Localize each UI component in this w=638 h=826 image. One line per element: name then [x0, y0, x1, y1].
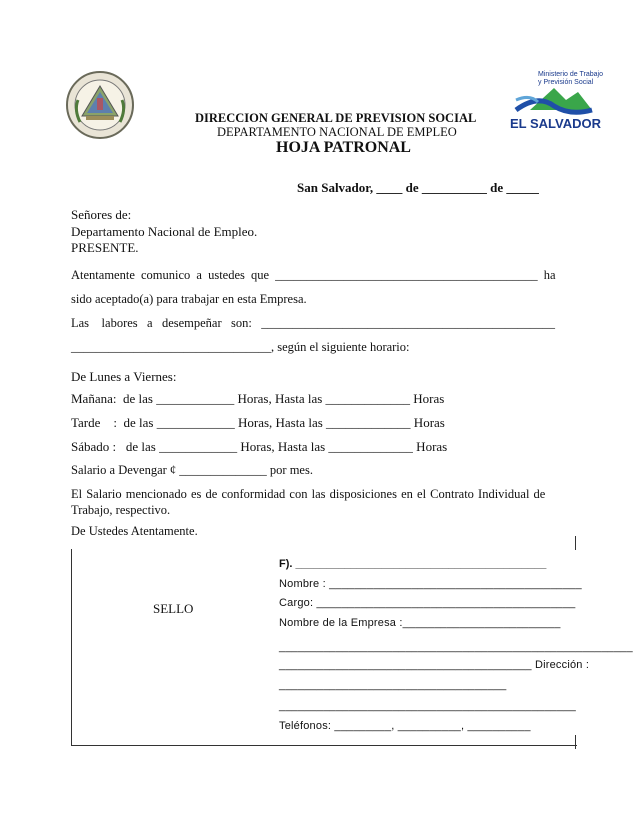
schedule-row-afternoon: Tarde : de las ____________ Horas, Hasta las _____________ Horas: [71, 415, 445, 430]
seal-label: SELLO: [153, 601, 194, 616]
closing-line: De Ustedes Atentamente.: [71, 524, 198, 538]
schedule-row-saturday: Sábado : de las ____________ Horas, Hasta las _____________ Horas: [71, 439, 448, 454]
recipient-line-1: Señores de:: [71, 207, 132, 222]
direccion-line: ________________________________________ Dirección :: [279, 659, 590, 671]
telefonos-line: Teléfonos: _________, __________, __________: [279, 720, 531, 732]
blank-line-3: _______________________________________________: [279, 700, 576, 712]
header-department: DEPARTAMENTO NACIONAL DE EMPLEO: [217, 125, 457, 139]
box-right-border-bottom: [575, 735, 576, 749]
page-title: HOJA PATRONAL: [276, 139, 411, 156]
paragraph-3-line-1: El Salario mencionado es de conformidad con las disposiciones en el Contrato Individual de: [71, 487, 546, 501]
nombre-line: Nombre : ________________________________________: [279, 578, 582, 590]
paragraph-1-line-2: sido aceptado(a) para trabajar en esta Empresa.: [71, 292, 307, 306]
el-salvador-coat-of-arms-seal: [64, 70, 136, 140]
cargo-line: Cargo: _________________________________________: [279, 597, 576, 609]
paragraph-1-line-1: Atentamente comunico a ustedes que __________________________________________ ha: [71, 268, 556, 282]
date-line: San Salvador, ____ de __________ de _____: [297, 180, 539, 195]
blank-line-1: ________________________________________________________: [279, 641, 633, 653]
paragraph-3-line-2: Trabajo, respectivo.: [71, 503, 171, 517]
recipient-line-2: Departamento Nacional de Empleo.: [71, 224, 258, 239]
paragraph-2-line-1: Las labores a desempeñar son: _______________________________________________: [71, 316, 555, 330]
logo-country-text: EL SALVADOR: [510, 116, 602, 131]
empresa-line: Nombre de la Empresa :_________________________: [279, 617, 561, 629]
schedule-row-morning: Mañana: de las ____________ Horas, Hasta las _____________ Horas: [71, 391, 445, 406]
schedule-title: De Lunes a Viernes:: [71, 369, 177, 384]
logo-ministry-text-1: Ministerio de Trabajo: [538, 71, 603, 78]
salary-line: Salario a Devengar ¢ ______________ por mes.: [71, 463, 313, 477]
firma-line: F). _________________________________________: [279, 558, 547, 570]
logo-ministry-text-2: y Previsión Social: [538, 79, 594, 86]
paragraph-2-line-2: ________________________________, según el siguiente horario:: [71, 340, 410, 354]
blank-line-2: ____________________________________: [279, 679, 507, 691]
ministerio-el-salvador-logo: [508, 66, 614, 132]
header-direction: DIRECCION GENERAL DE PREVISION SOCIAL: [195, 111, 477, 125]
recipient-line-3: PRESENTE.: [71, 240, 139, 255]
box-right-border-top: [575, 536, 576, 550]
